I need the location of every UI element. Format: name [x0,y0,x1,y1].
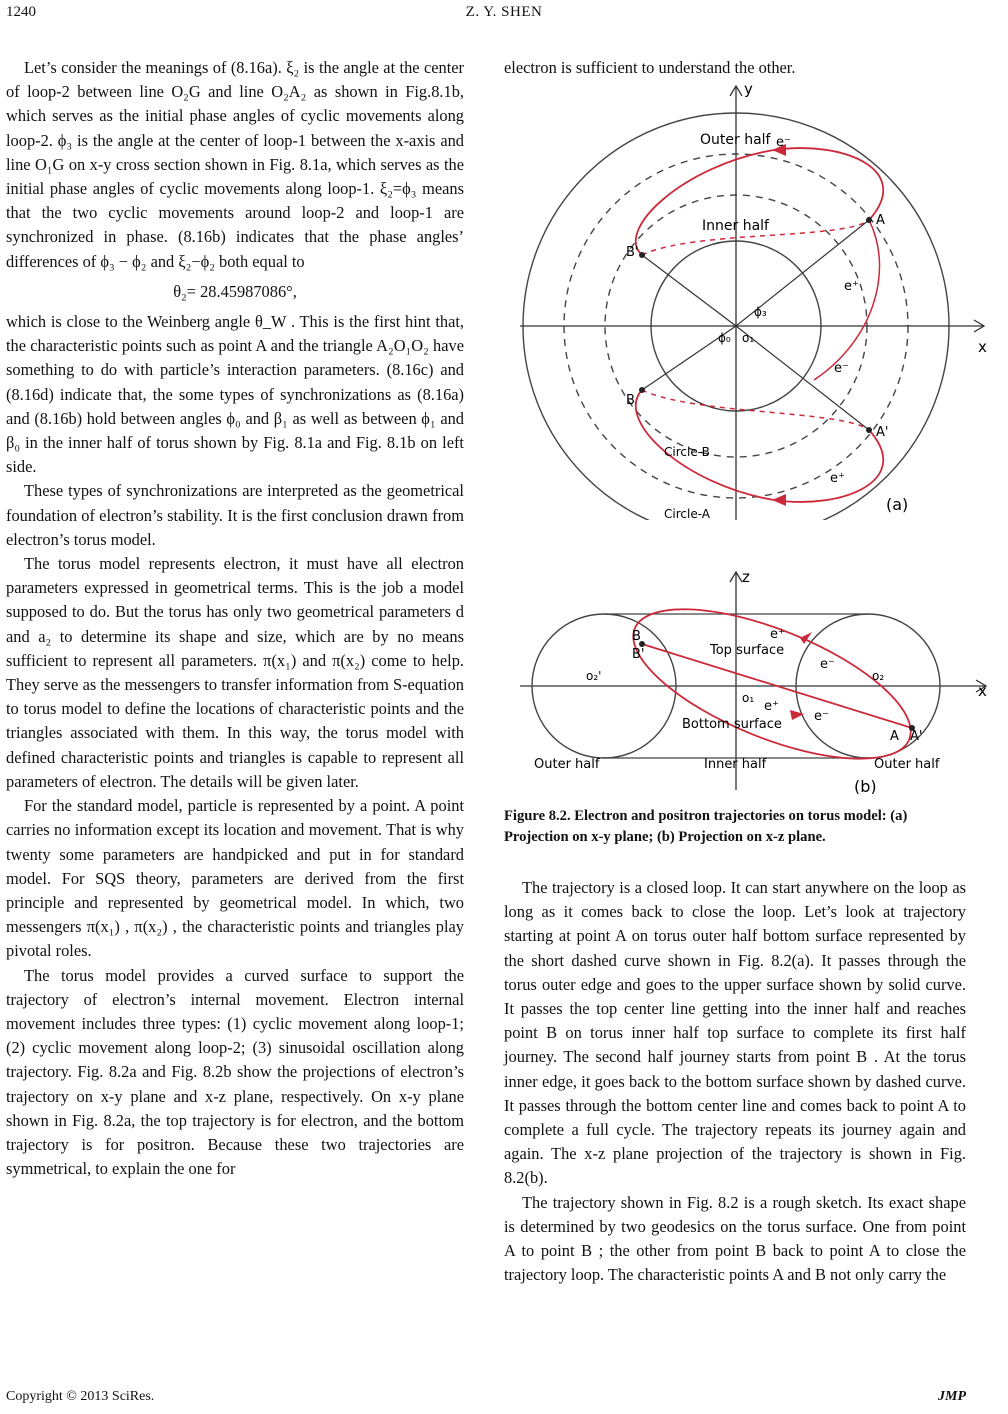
paragraph: For the standard model, particle is represented by a point. A point carries no information except its location and movement. That is why twenty some parameters are handpicked and put in for standard model. For SQS theory, parameters are derived from the first principle and represented by geometrical model. In which, two messengers π(x₁) , π(x₂) , the characteristic points and triangles play pivotal roles. [6,796,464,961]
o1-label: o₁ [742,691,755,705]
x-axis-label: x [978,338,987,356]
paragraph: which is close to the Weinberg angle θ_W . This is the first hint that, the characteristic points such as point A and the triangle A₂O₁O₂ have something to do with particle’s interaction parameters. (8.16c) and (8.16d) indicate that, the some types of synchronizations as (8.16a) and (8.16b) hold between angles ϕ₀ and β₁ as well as between ϕ₁ and β₀ in the inner half of torus shown by Fig. 8.1a and Fig. 8.1b on left side. [6,312,464,477]
o1-label: o₁ [742,331,755,345]
point-a-label: A [890,729,899,744]
point-a2-label: A' [910,729,923,744]
paragraph: The torus model represents electron, it must have all electron parameters expressed in geometrical terms. This is the job a model supposed to do. But the torus has only two geometrical parameters d and a₂ to determine its shape and size, which are by no means sufficient to represent all parameters. π(x₁) and π(x₂) come to help. They serve as the messengers to transfer information from S-equation to torus model to define the locations of characteristic points and the triangles associated with them. In this way, the torus model with defined characteristic points and triangles is capable to represent all parameters of electron. The details will be given later. [6,554,464,791]
bottom-surface-label: Bottom surface [682,717,782,732]
left-column [6,56,464,1181]
point-b2 [639,387,645,393]
running-author: Z. Y. SHEN [465,4,543,20]
point-b2-label: B [626,393,635,408]
arrow-icon [772,494,786,506]
e-minus-label: e⁻ [776,135,791,150]
page-header [0,0,1008,26]
inner-half-label: Inner half [702,218,769,234]
z-axis-label: z [742,568,750,586]
circle-b-label: Circle-B [664,445,710,459]
point-b [639,252,645,258]
point-b-label: B [632,629,641,644]
outer-half-left-label: Outer half [534,757,600,772]
point-a2 [866,427,872,433]
o2-label: o₂ [872,669,885,683]
figure-8-2a [514,80,992,520]
paragraph: Let’s consider the meanings of (8.16a). ξ₂ is the angle at the center of loop-2 between line O₂G and line O₂A₂ as shown in Fig.8.1b, which serves as the initial phase angles of cyclic movements along loop-2. ϕ₃ is the angle at the center of loop-1 between the x-axis and line O₁G on x-y cross section shown in Fig. 8.1a, which serves as the initial phase angles of cyclic movements along loop-1. ξ₂=ϕ₃ means that the two cyclic movements around loop-2 and loop-1 are synchronized in phase. (8.16b) indicates that the phase angles’ differences of ϕ₃ − ϕ₂ and ξ₂−ϕ₂ both equal to [6,58,464,271]
figure-tag: (a) [886,495,909,514]
right-column-bottom [504,876,966,1287]
right-column-top [504,56,966,80]
figure-8-2b [514,568,992,794]
figure-caption [504,806,966,848]
copyright-footer: Copyright © 2013 SciRes. [6,1389,155,1404]
paragraph: The trajectory is a closed loop. It can start anywhere on the loop as long as it comes back to close the loop. Let’s look at trajectory starting at point A on torus outer half bottom surface represented by the short dashed curve shown in Fig. 8.2(a). It passes through the torus outer edge and goes to the upper surface shown by solid curve. It passes the top center line getting into the inner half and reaches point B on torus inner half top surface to complete its first half journey. The second half journey starts from point B . At the torus inner edge, it goes back to the bottom surface shown by dashed curve. It passes through the bottom center line and comes back to point A to complete a full cycle. The trajectory repeats its journey again and again. The x-z plane projection of the trajectory is shown in Fig. 8.2(b). [504,878,966,1188]
point-a2-label: A' [876,425,889,440]
radial-line-b [642,255,736,326]
e-minus-label-2: e⁻ [814,709,829,724]
equation: θ₂= 28.45987086°, [173,281,297,301]
point-b2-label: B' [632,647,645,662]
y-axis-label: y [744,80,753,98]
outer-half-right-label: Outer half [874,757,940,772]
paragraph: The torus model provides a curved surface to support the trajectory of electron’s internal movement. Electron internal movement includes three types: (1) cyclic movement along loop-1; (2) cyclic movement along loop-2; (3) sinusoidal oscillation along trajectory. Fig. 8.2a and Fig. 8.2b show the projections of electron’s trajectory on x-y plane and x-z plane, respectively. On x-y plane shown in Fig. 8.2a, the top trajectory is for electron, and the bottom trajectory is for positron. Because these two trajectories are symmetrical, to explain the one for [6,965,464,1179]
radial-line-a2 [736,326,869,430]
e-plus-label: e⁺ [844,279,859,294]
outer-half-label: Outer half [700,132,771,148]
point-a-label: A [876,213,885,228]
figure-tag: (b) [854,777,877,794]
paragraph: electron is sufficient to understand the other. [504,58,796,77]
arrow-icon [790,710,804,720]
x-axis-label: x [978,682,987,700]
circle-a-label: Circle-A [664,507,710,520]
e-plus-label-2: e⁺ [764,699,779,714]
e-plus-label: e⁺ [770,627,785,642]
paragraph: These types of synchronizations are interpreted as the geometrical foundation of electron’s stability. It is the first conclusion drawn from electron’s torus model. [6,481,464,549]
phi0-label: ϕ₀ [718,331,731,345]
point-b-label: B' [626,245,639,260]
caption-text: Figure 8.2. Electron and positron trajectories on torus model: (a) Projection on x-y plane; (b) Projection on x-z plane. [504,808,908,845]
journal-footer: JMP [938,1389,966,1404]
paragraph: The trajectory shown in Fig. 8.2 is a rough sketch. Its exact shape is determined by two geodesics on the torus surface. One from point A to point B ; the other from point B back to point A to close the trajectory loop. The characteristic points A and B not only carry the [504,1192,966,1285]
trajectory-branch [814,220,880,380]
e-minus-label-2: e⁻ [834,361,849,376]
page-number: 1240 [6,4,36,20]
inner-half-label: Inner half [704,757,767,772]
phi3-label: ϕ₃ [754,305,767,319]
point-a [866,217,872,223]
o2-prime-label: o₂' [586,669,602,683]
positron-trajectory-dashed [642,390,869,430]
top-surface-label: Top surface [710,643,785,658]
e-minus-label: e⁻ [820,657,835,672]
e-plus-label-2: e⁺ [830,471,845,486]
